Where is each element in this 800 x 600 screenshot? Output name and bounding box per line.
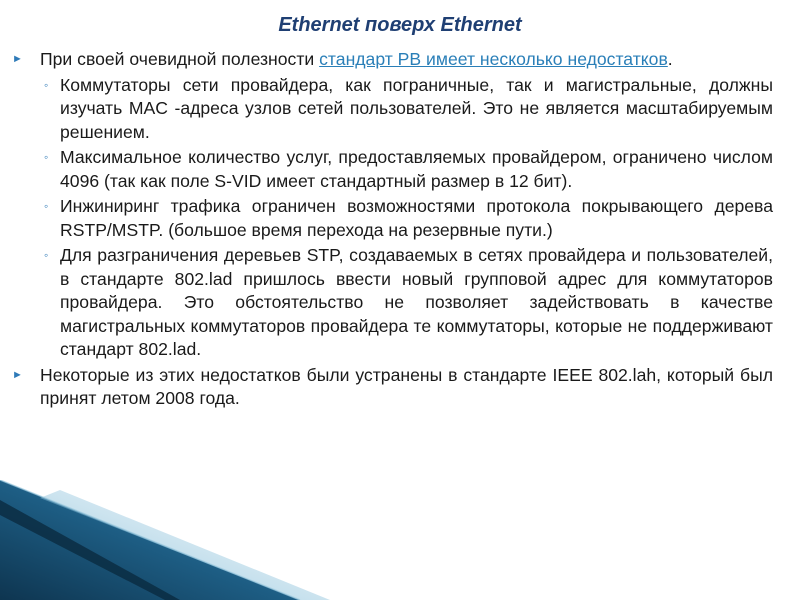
- sub-bullet-icon: ◦: [44, 199, 49, 213]
- bullet-intro: [12, 48, 773, 72]
- sub-bullet-icon: ◦: [44, 150, 49, 164]
- bullet-arrow-icon: ►: [12, 368, 23, 381]
- sub-bullet-text: Коммутаторы сети провайдера, как пограничные, так и магистральные, должны изучать MAC -адреса узлов сетей пользователей. Это не является масштабируемым решением.: [60, 74, 773, 142]
- standard-pb-link[interactable]: стандарт PB имеет несколько недостатков: [319, 49, 668, 69]
- bullet-arrow-icon: ►: [12, 53, 23, 65]
- intro-text: При своей очевидной полезности: [40, 49, 320, 69]
- sub-bullet-text: Инжиниринг трафика ограничен возможностями протокола покрывающего дерева RSTP/MSTP. (большое время перехода на резервные пути.): [60, 196, 773, 240]
- sub-bullet-stp: [12, 244, 773, 362]
- corner-decoration: [0, 480, 800, 600]
- sub-bullet-mac: [12, 74, 773, 145]
- intro-end: .: [667, 49, 673, 69]
- sub-bullet-text: Максимальное количество услуг, предоставляемых провайдером, ограничено числом 4096 (так как поле S-VID имеет стандартный размер в 12 бит).: [60, 147, 773, 191]
- slide-content: [12, 48, 773, 413]
- sub-bullet-services: [12, 146, 773, 193]
- bullet-final: [12, 364, 773, 411]
- final-text: Некоторые из этих недостатков были устранены в стандарте IEEE 802.lah, который был принят летом 2008 года.: [40, 364, 773, 408]
- sub-bullet-icon: ◦: [44, 248, 49, 262]
- slide-title: Ethernet поверх Ethernet: [278, 14, 522, 36]
- sub-bullet-text: Для разграничения деревьев STP, создаваемых в сетях провайдера и пользователей, в стандарте 802.lad пришлось ввести новый групповой адрес для коммутаторов провайдера. Это обстоятельство не позволяет задействовать в качестве магистральных коммутаторов провайдера те коммутаторы, которые не поддерживают стандарт 802.lad.: [60, 245, 773, 359]
- sub-bullet-icon: ◦: [44, 77, 49, 92]
- sub-bullet-traffic: [12, 195, 773, 242]
